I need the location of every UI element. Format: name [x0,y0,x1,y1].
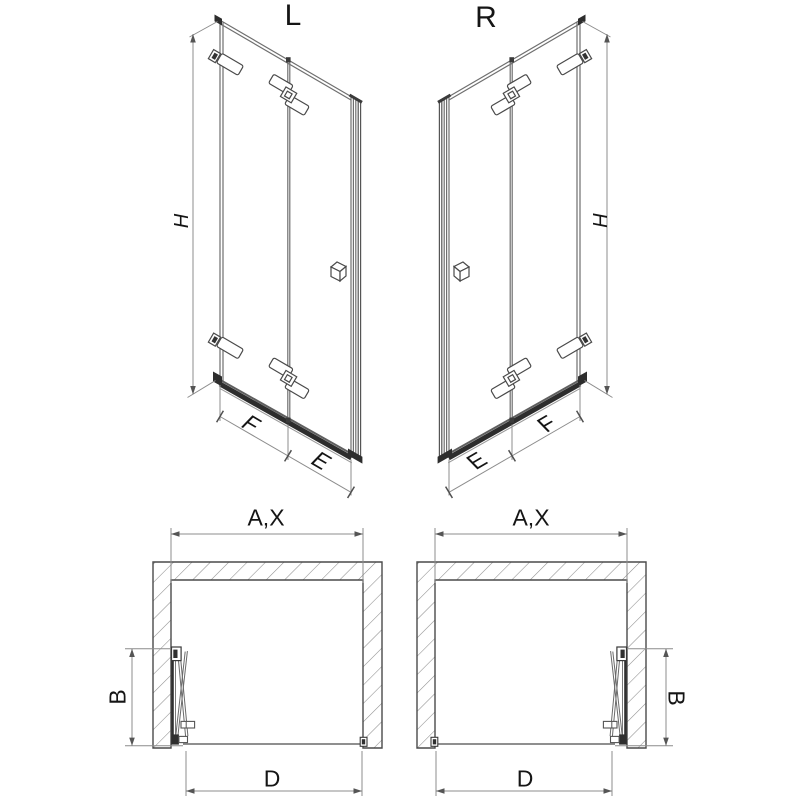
dim-label-height-left: H [171,213,193,229]
dim-label-fold-panel-right: F [531,410,563,437]
variant-label-left: L [284,0,302,32]
dim-label-entry-panel-left: E [305,447,338,475]
front-view-left-drawing [188,15,363,499]
plan-view-left-drawing [125,528,382,796]
front-view-right-drawing [438,15,613,499]
variant-label-right: R [475,1,497,34]
dim-label-fold-panel-left: F [235,410,267,437]
dim-label-height-right: H [588,212,610,228]
dim-label-entry-panel-right: E [460,447,493,475]
dim-label-passage-width-right: D [516,765,534,792]
plan-view-right-drawing [417,528,673,796]
dim-label-opening-width-right: A,X [512,504,550,531]
dim-label-passage-width-left: D [263,765,281,792]
dim-label-opening-width-left: A,X [247,504,285,531]
dim-label-door-depth-right: B [663,690,690,706]
dim-label-door-depth-left: B [104,689,131,705]
